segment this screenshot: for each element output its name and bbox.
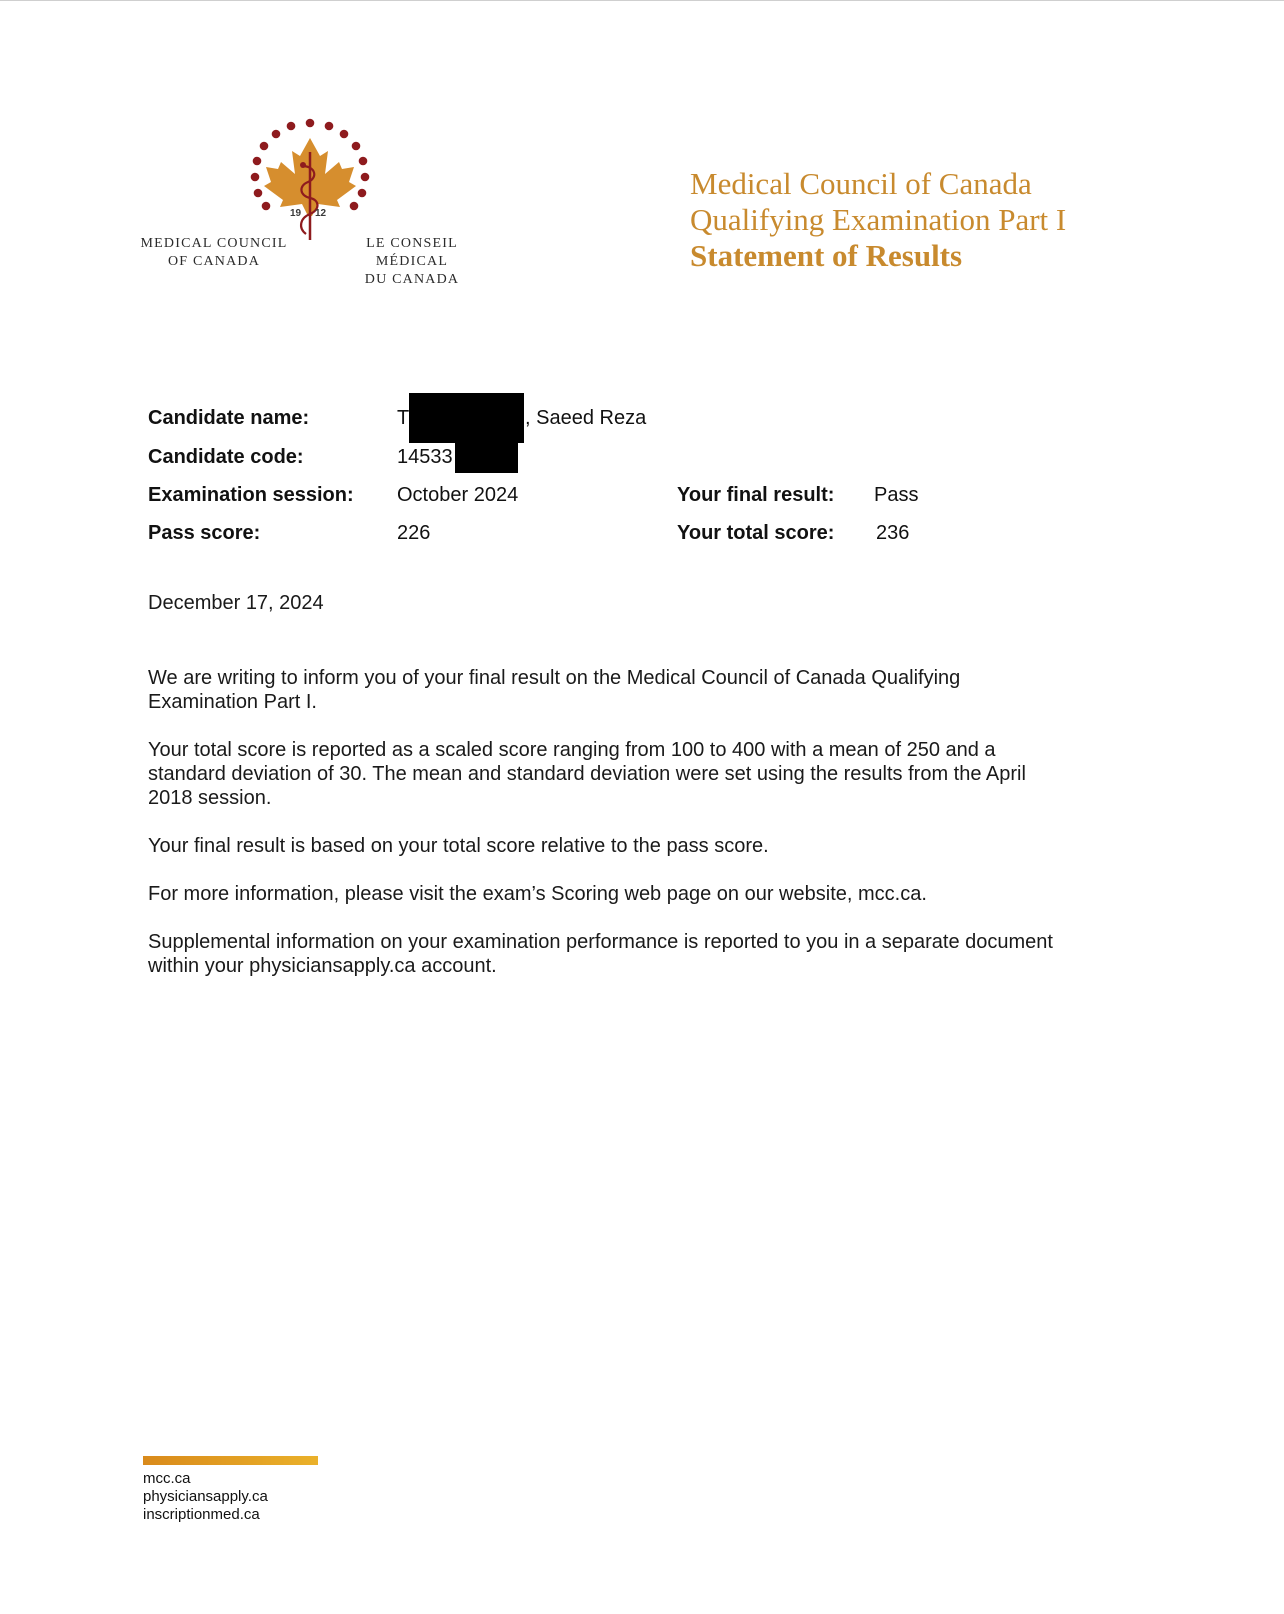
final-result-value: Pass (874, 484, 919, 506)
logo-fr-line2: DU CANADA (364, 272, 460, 287)
footer-link-mcc[interactable]: mcc.ca (143, 1470, 191, 1487)
year-right-label: 12 (315, 208, 327, 219)
mcc-logo (140, 112, 500, 287)
heading-statement-of-results: Statement of Results (690, 238, 963, 273)
document-heading (690, 166, 1250, 274)
letter-paragraph: For more information, please visit the exam’s Scoring web page on our website, mcc.ca. (148, 883, 927, 905)
candidate-name-suffix: , Saeed Reza (525, 407, 647, 429)
final-result-label: Your final result: (677, 484, 835, 506)
footer-link-inscriptionmed[interactable]: inscriptionmed.ca (143, 1506, 260, 1523)
candidate-name-prefix: T (397, 407, 410, 429)
examination-session-value: October 2024 (397, 484, 519, 506)
logo-en-line2: OF CANADA (167, 254, 261, 269)
candidate-code-label: Candidate code: (148, 446, 304, 468)
heading-line2: Qualifying Examination Part I (690, 202, 1067, 237)
logo-fr-line1: LE CONSEIL MÉDICAL (366, 236, 458, 269)
total-score-value: 236 (876, 522, 910, 544)
candidate-code-value: 14533 (397, 446, 453, 468)
pass-score-value: 226 (397, 522, 431, 544)
total-score-label: Your total score: (677, 522, 835, 544)
examination-session-label: Examination session: (148, 484, 354, 506)
pass-score-label: Pass score: (148, 522, 261, 544)
redaction-box (455, 441, 518, 473)
logo-name-english (140, 235, 288, 271)
logo-name-french (328, 235, 496, 289)
logo-en-line1: MEDICAL COUNCIL (140, 236, 288, 251)
year-left-label: 19 (290, 208, 302, 219)
letter-paragraph: Your final result is based on your total score relative to the pass score. (148, 835, 769, 857)
heading-line1: Medical Council of Canada (690, 166, 1032, 201)
letter-date: December 17, 2024 (148, 592, 324, 614)
footer-accent-bar (143, 1456, 318, 1465)
letter-paragraph: Your total score is reported as a scaled score ranging from 100 to 400 with a mean of 250 and a standard deviation of 30. The mean and standard deviation were set using the results from the April 2018 session. (148, 739, 1026, 809)
letter-paragraph: Supplemental information on your examination performance is reported to you in a separate document within your physiciansapply.ca account. (148, 931, 1053, 977)
top-border (0, 0, 1284, 1)
redaction-box (409, 393, 524, 443)
candidate-name-label: Candidate name: (148, 407, 310, 429)
footer-link-physiciansapply[interactable]: physiciansapply.ca (143, 1488, 268, 1505)
letter-paragraph: We are writing to inform you of your final result on the Medical Council of Canada Qualifying Examination Part I. (148, 667, 961, 713)
